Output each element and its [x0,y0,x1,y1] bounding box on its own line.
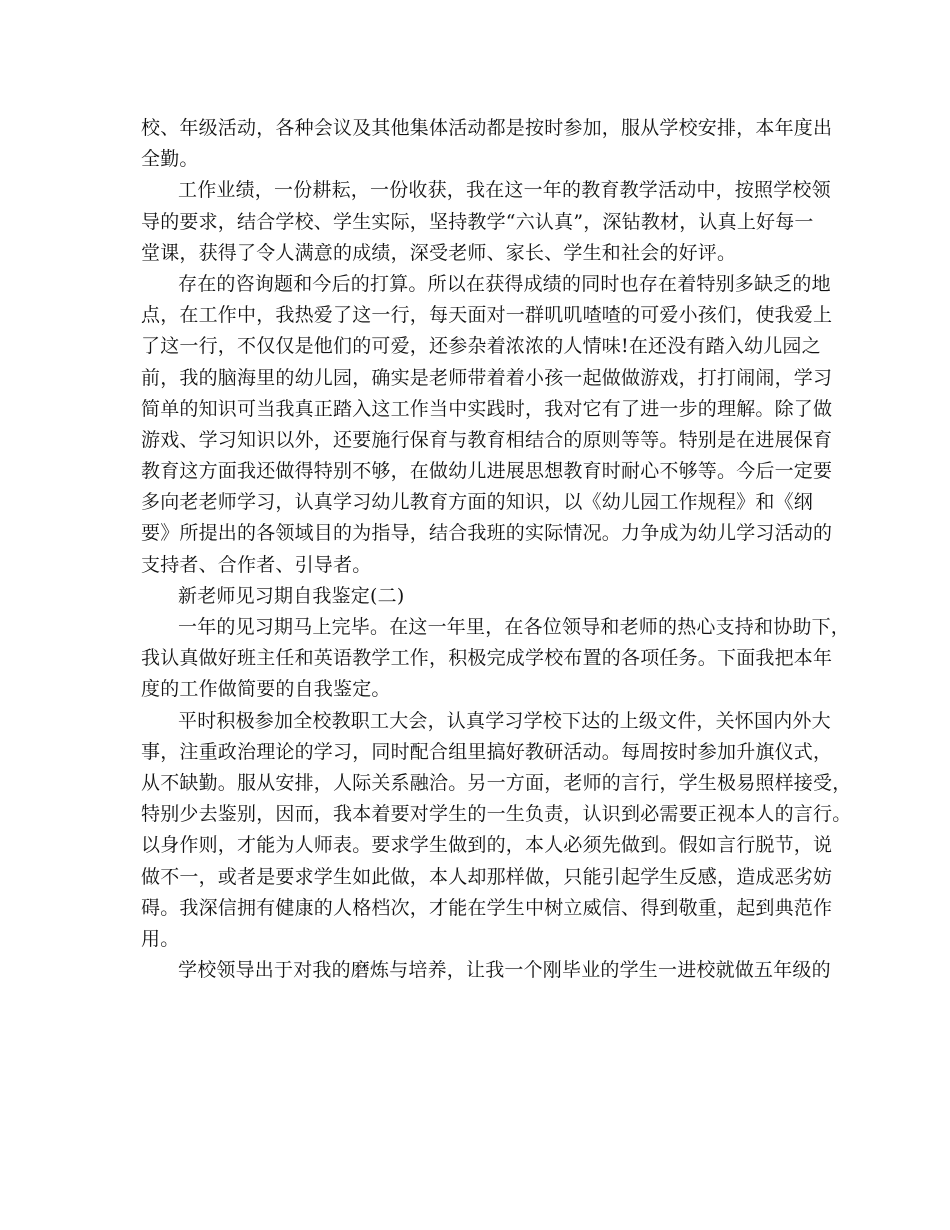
text-line: 以身作则，才能为人师表。要求学生做到的，本人必须先做到。假如言行脱节，说 [141,834,833,857]
text-line: 简单的知识可当我真正踏入这工作当中实践时，我对它有了进一步的理解。除了做 [141,397,833,420]
text-line: 做不一，或者是要求学生如此做，本人却那样做，只能引起学生反感，造成恶劣妨 [141,865,833,888]
text-line: 了这一行，不仅仅是他们的可爱，还参杂着浓浓的人情味!在还没有踏入幼儿园之 [141,335,821,358]
paragraph [141,113,833,175]
text-line: 多向老老师学习，认真学习幼儿教育方面的知识，以《幼儿园工作规程》和《纲 [141,491,814,514]
text-line: 导的要求，结合学校、学生实际，坚持教学“六认真”，深钻教材，认真上好每一 [141,210,814,233]
paragraph [141,955,831,986]
text-line: 碍。我深信拥有健康的人格档次，才能在学生中树立威信、得到敬重，起到典范作 [141,896,833,919]
text-line: 从不缺勤。服从安排，人际关系融洽。另一方面，老师的言行，学生极易照样接受， [141,771,852,794]
text-line: 用。 [141,927,180,950]
text-line: 点，在工作中，我热爱了这一行，每天面对一群叽叽喳喳的可爱小孩们，使我爱上 [141,304,833,327]
text-line: 度的工作做简要的自我鉴定。 [141,678,391,701]
text-line: 事，注重政治理论的学习，同时配合组里搞好教研活动。每周按时参加升旗仪式， [141,740,833,763]
text-line: 工作业绩，一份耕耘，一份收获，我在这一年的教育教学活动中，按照学校领 [178,179,831,202]
text-line: 堂课，获得了令人满意的成绩，深受老师、家长、学生和社会的好评。 [141,241,737,264]
text-line: 全勤。 [141,148,199,171]
paragraph [141,175,831,269]
text-line: 要》所提出的各领域目的为指导，结合我班的实际情况。力争成为幼儿学习活动的 [141,522,833,545]
text-line: 支持者、合作者、引导者。 [141,553,372,576]
text-line: 校、年级活动，各种会议及其他集体活动都是按时参加，服从学校安排，本年度出 [141,117,833,139]
text-line: 我认真做好班主任和英语教学工作，积极完成学校布置的各项任务。下面我把本年 [141,647,833,670]
paragraph [141,706,852,956]
text-line: 存在的咨询题和今后的打算。所以在获得成绩的同时也存在着特别多缺乏的地 [178,272,831,295]
text-line: 教育这方面我还做得特别不够，在做幼儿进展思想教育时耐心不够等。今后一定要 [141,460,833,483]
text-line: 一年的见习期马上完毕。在这一年里，在各位领导和老师的热心支持和协助下， [178,616,851,638]
text-line: 新老师见习期自我鉴定(二) [178,584,405,607]
text-line: 特别少去鉴别，因而，我本着要对学生的一生负责，认识到必需要正视本人的言行。 [141,803,852,826]
text-line: 平时积极参加全校教职工大会，认真学习学校下达的上级文件，关怀国内外大 [178,709,831,732]
text-line: 前，我的脑海里的幼儿园，确实是老师带着着小孩一起做做游戏，打打闹闹，学习 [141,366,833,389]
paragraph [141,612,851,706]
text-line: 游戏、学习知识以外，还要施行保育与教育相结合的原则等等。特别是在进展保育 [141,428,833,451]
text-line: 学校领导出于对我的磨炼与培养，让我一个刚毕业的学生一进校就做五年级的 [178,959,831,982]
document-body [141,113,852,986]
paragraph [141,581,813,612]
paragraph [141,269,833,581]
